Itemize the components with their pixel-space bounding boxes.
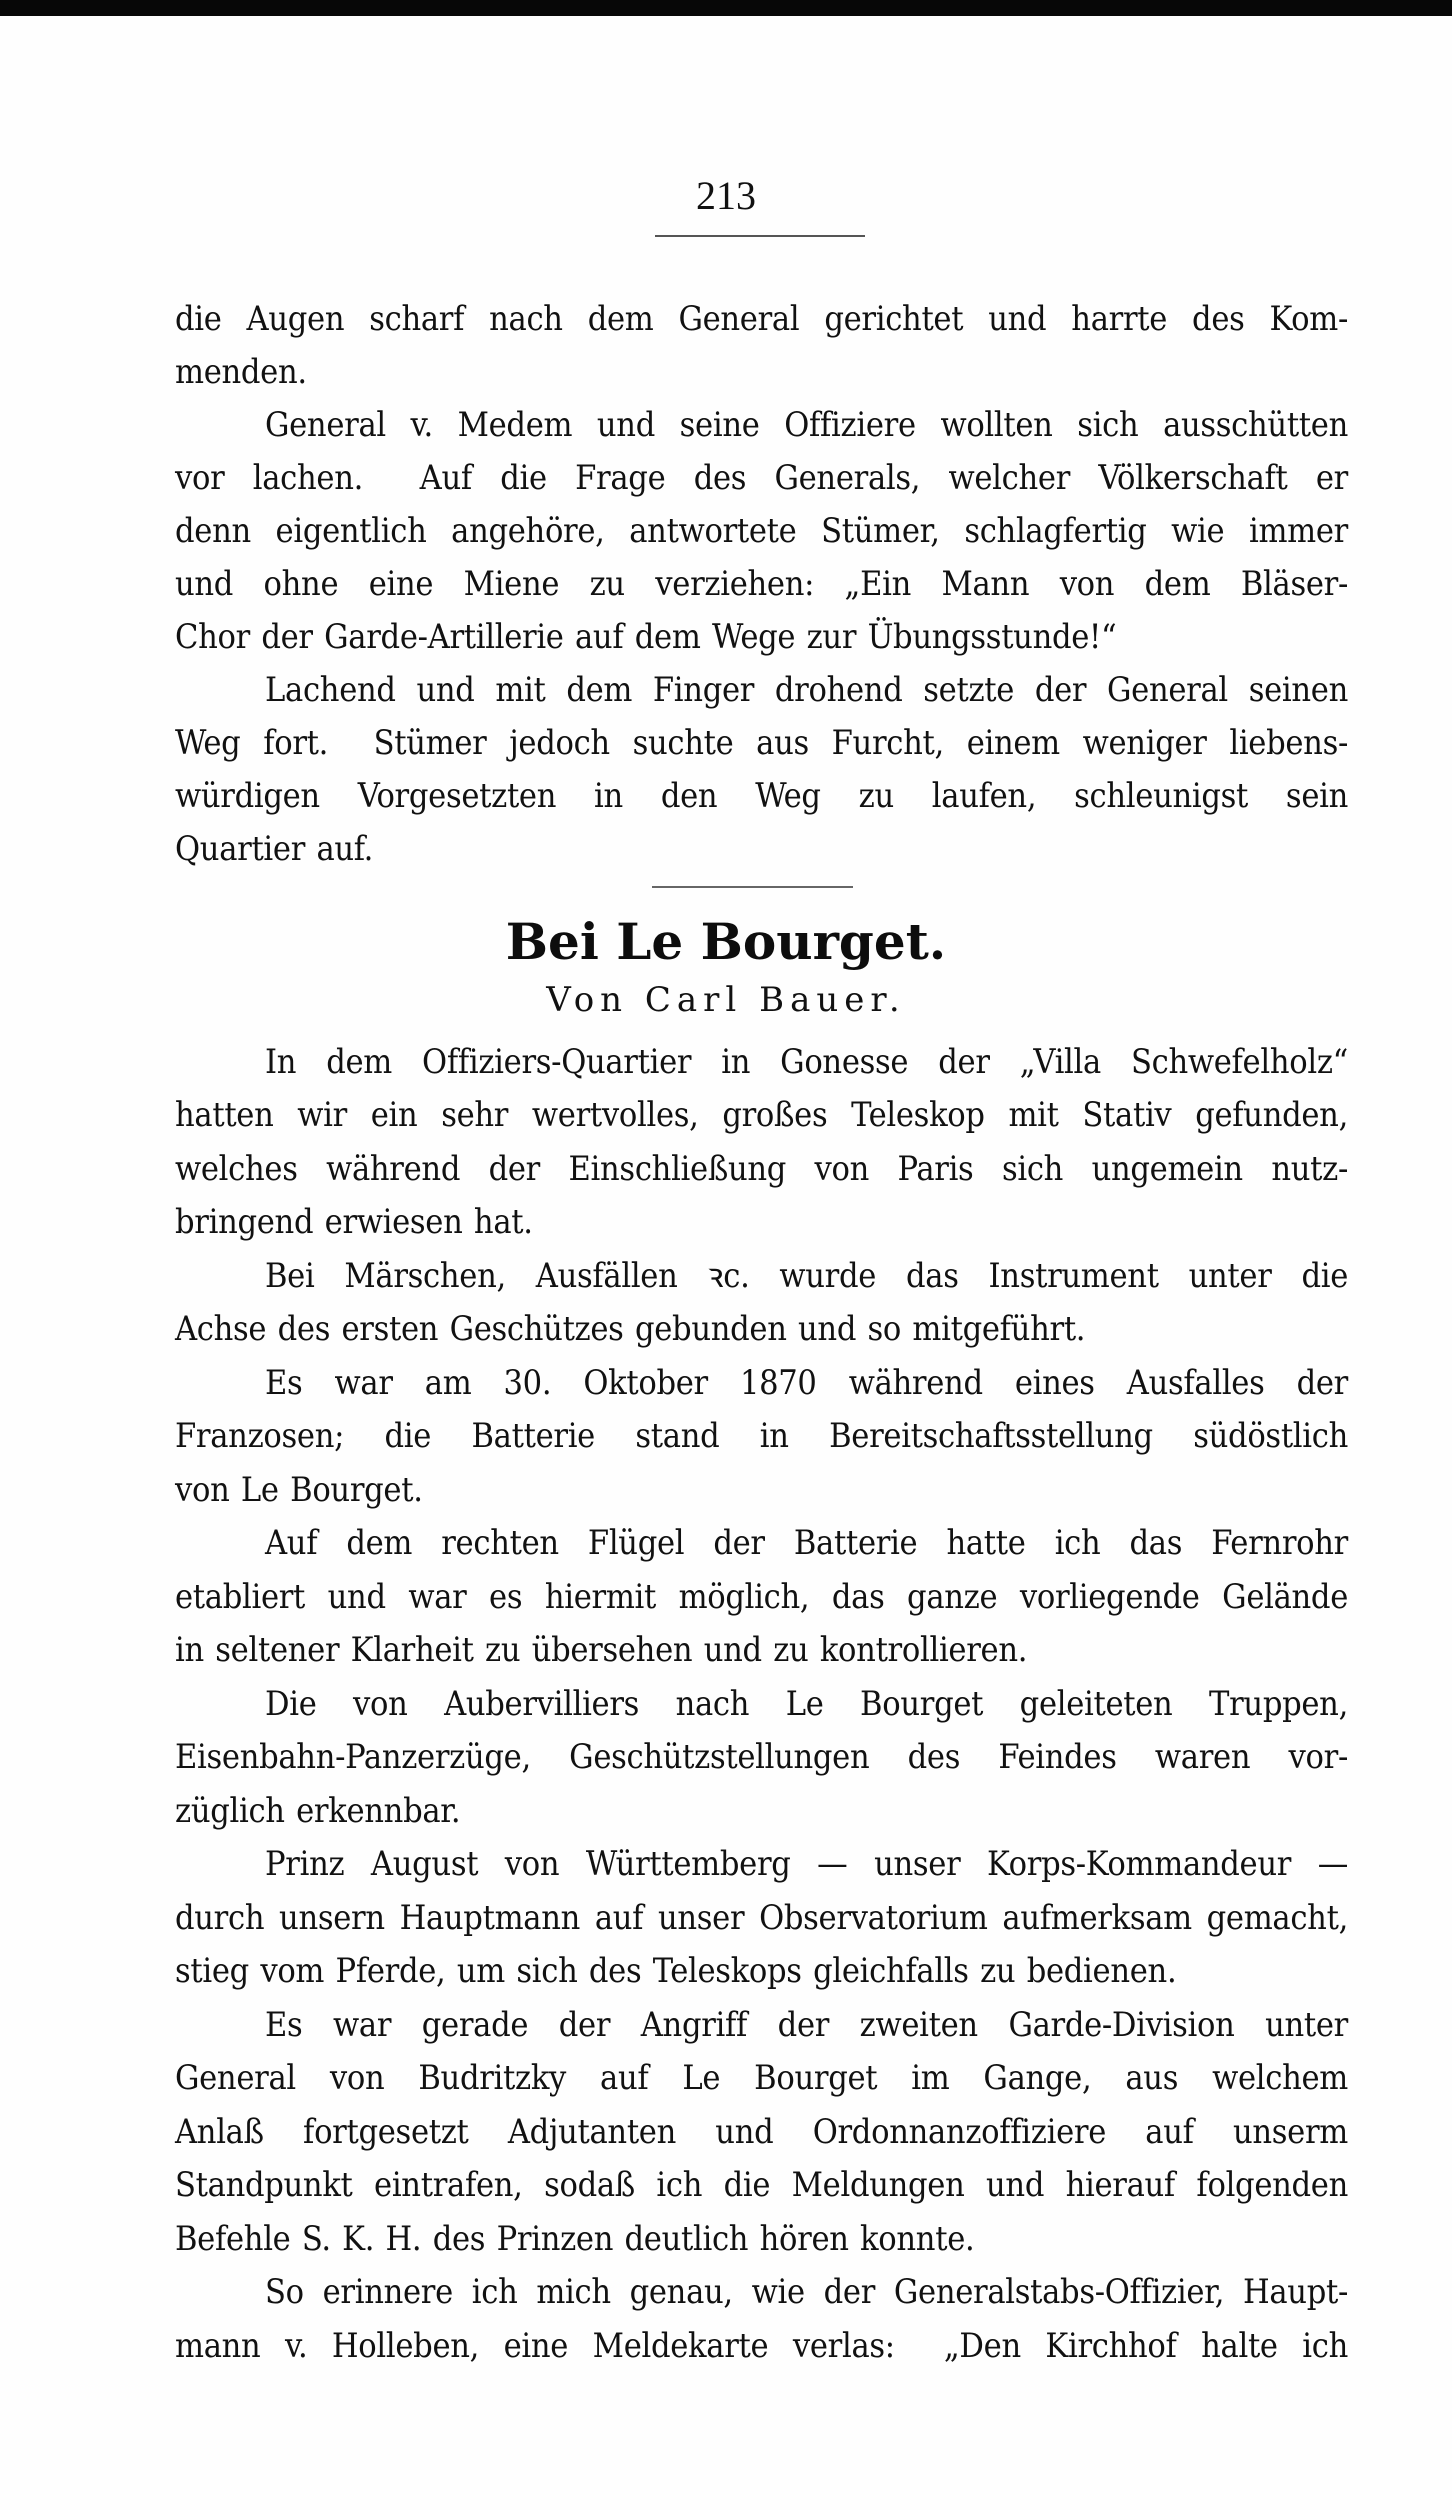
text-line: Achse des ersten Geschützes gebunden und so mitgeführt. — [175, 1309, 1086, 1349]
text-line: mann v. Holleben, eine Meldekarte verlas: „Den Kirchhof halte ich — [175, 2326, 1348, 2366]
text-line: menden. — [175, 352, 307, 392]
text-line: und ohne eine Miene zu verziehen: „Ein Mann von dem Bläser- — [175, 564, 1348, 604]
page-number-rule — [655, 235, 865, 237]
paragraph-start-line: Es war gerade der Angriff der zweiten Garde-Division unter — [265, 2005, 1348, 2045]
text-line: von Le Bourget. — [175, 1470, 423, 1510]
text-line: züglich erkennbar. — [175, 1791, 461, 1831]
paragraph-start-line: Bei Märschen, Ausfällen ꝛc. wurde das Instrument unter die — [265, 1256, 1348, 1296]
story-byline: Von Carl Bauer. — [546, 980, 906, 1020]
paragraph-start-line: So erinnere ich mich genau, wie der Generalstabs-Offizier, Haupt- — [265, 2272, 1348, 2312]
page-number: 213 — [696, 173, 756, 218]
text-line: Weg fort. Stümer jedoch suchte aus Furcht, einem weniger liebens- — [175, 723, 1348, 763]
paragraph-start-line: Die von Aubervilliers nach Le Bourget geleiteten Truppen, — [265, 1684, 1348, 1724]
scan-top-border — [0, 0, 1452, 16]
text-line: würdigen Vorgesetzten in den Weg zu laufen, schleunigst sein — [175, 776, 1348, 816]
text-line: in seltener Klarheit zu übersehen und zu kontrollieren. — [175, 1630, 1028, 1670]
story-title: Bei Le Bourget. — [505, 912, 947, 971]
text-line: Chor der Garde-Artillerie auf dem Wege zur Übungsstunde!“ — [175, 617, 1117, 657]
text-line: Franzosen; die Batterie stand in Bereitschaftsstellung südöstlich — [175, 1416, 1348, 1456]
text-line: stieg vom Pferde, um sich des Teleskops gleichfalls zu bedienen. — [175, 1951, 1177, 1991]
text-line: hatten wir ein sehr wertvolles, großes Teleskop mit Stativ gefunden, — [175, 1095, 1348, 1135]
paragraph-start-line: General v. Medem und seine Offiziere wollten sich ausschütten — [265, 405, 1348, 445]
paragraph-start-line: Lachend und mit dem Finger drohend setzte der General seinen — [265, 670, 1348, 710]
paragraph-start-line: In dem Offiziers-Quartier in Gonesse der „Villa Schwefelholz“ — [265, 1042, 1348, 1082]
text-line: Anlaß fortgesetzt Adjutanten und Ordonnanzoffiziere auf unserm — [175, 2112, 1348, 2152]
text-line: General von Budritzky auf Le Bourget im Gange, aus welchem — [175, 2058, 1348, 2098]
text-line: bringend erwiesen hat. — [175, 1202, 533, 1242]
paragraph-start-line: Auf dem rechten Flügel der Batterie hatte ich das Fernrohr — [265, 1523, 1348, 1563]
text-line: etabliert und war es hiermit möglich, das ganze vorliegende Gelände — [175, 1577, 1348, 1617]
paragraph-start-line: Prinz August von Württemberg — unser Korps-Kommandeur — — [265, 1844, 1348, 1884]
text-line: vor lachen. Auf die Frage des Generals, welcher Völkerschaft er — [175, 458, 1348, 498]
paragraph-start-line: Es war am 30. Oktober 1870 während eines Ausfalles der — [265, 1363, 1348, 1403]
section-divider — [652, 886, 853, 888]
text-line: Standpunkt eintrafen, sodaß ich die Meldungen und hierauf folgenden — [175, 2165, 1348, 2205]
text-line: denn eigentlich angehöre, antwortete Stümer, schlagfertig wie immer — [175, 511, 1348, 551]
text-line: die Augen scharf nach dem General gerichtet und harrte des Kom- — [175, 299, 1348, 339]
text-line: Eisenbahn-Panzerzüge, Geschützstellungen des Feindes waren vor- — [175, 1737, 1348, 1777]
text-line: durch unsern Hauptmann auf unser Observatorium aufmerksam gemacht, — [175, 1898, 1348, 1938]
text-line: welches während der Einschließung von Paris sich ungemein nutz- — [175, 1149, 1348, 1189]
text-line: Quartier auf. — [175, 829, 373, 869]
text-line: Befehle S. K. H. des Prinzen deutlich hören konnte. — [175, 2219, 975, 2259]
